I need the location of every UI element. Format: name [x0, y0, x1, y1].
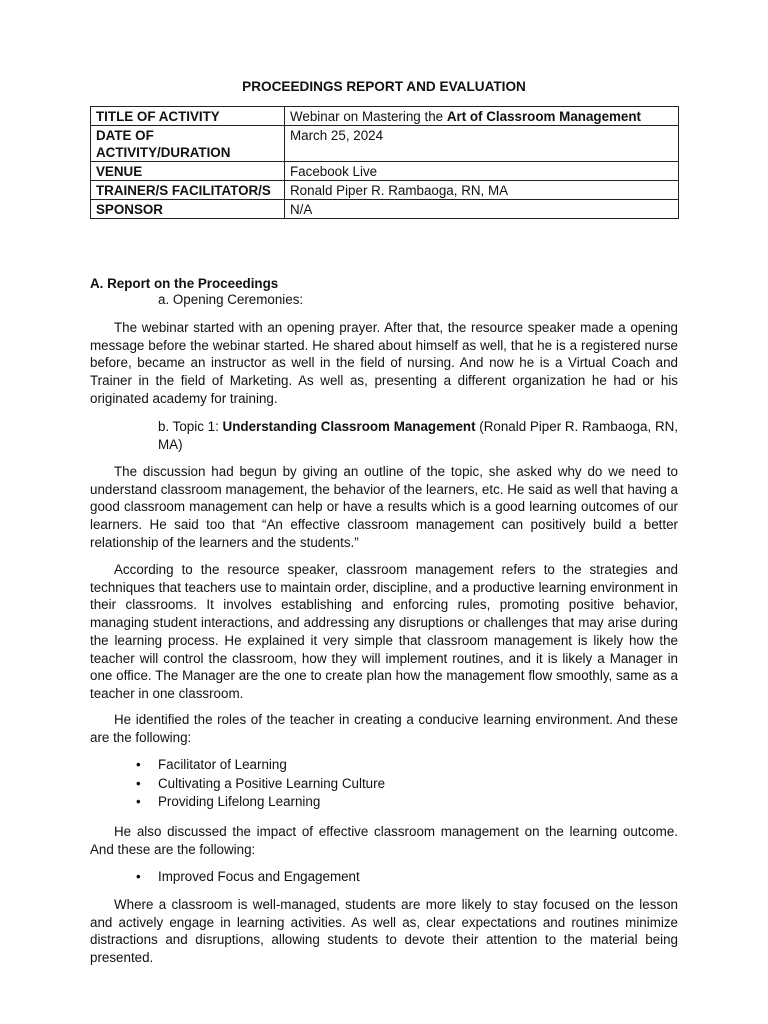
topic-heading — [158, 418, 678, 453]
table-row — [91, 126, 679, 162]
section-heading-a: A. Report on the Proceedings — [90, 276, 279, 291]
activity-info-table — [90, 106, 679, 219]
title-value-bold: Art of Classroom Management — [446, 109, 642, 124]
paragraph-discussion: The discussion had begun by giving an outline of the topic, she asked why do we need to understand classroom management, the behavior of the learners, etc. He said as well that having a good classroom management can help or have a results which is a good learning outcomes of our learners. He said too that “An effective classroom management can positively build a better relationship of the learners and the students.” — [90, 464, 678, 550]
title-label: TITLE OF ACTIVITY — [91, 107, 285, 126]
trainer-value: Ronald Piper R. Rambaoga, RN, MA — [285, 181, 679, 200]
list-item: • Improved Focus and Engagement — [136, 868, 360, 887]
paragraph-opening: The webinar started with an opening prayer. After that, the resource speaker made a opening message before the webinar started. He shared about himself as well, that he is a registered nurse before, became an instructor as well in the field of nursing. And now he is a Virtual Coach and Trainer in the field of Marketing. As well as, presenting a different organization he had or his originated academy for training. — [90, 320, 678, 406]
impact-list — [136, 868, 360, 887]
title-value — [285, 107, 679, 126]
venue-label: VENUE — [91, 162, 285, 181]
roles-list — [136, 756, 385, 812]
table-row — [91, 200, 679, 219]
list-item: • Cultivating a Positive Learning Culture — [136, 775, 385, 794]
date-value: March 25, 2024 — [285, 126, 679, 162]
document-title: PROCEEDINGS REPORT AND EVALUATION — [242, 79, 526, 94]
date-label: DATE OF ACTIVITY/DURATION — [91, 126, 285, 162]
venue-value: Facebook Live — [285, 162, 679, 181]
title-value-plain: Webinar on Mastering the — [290, 109, 447, 124]
paragraph-engagement: Where a classroom is well-managed, students are more likely to stay focused on the lesson and actively engage in learning activities. As well as, clear expectations and routines minimize distractions and disruptions, allowing students to devote their attention to the material being presented. — [90, 897, 678, 966]
table-row — [91, 162, 679, 181]
trainer-label: TRAINER/S FACILITATOR/S — [91, 181, 285, 200]
list-item: • Providing Lifelong Learning — [136, 793, 385, 812]
sponsor-value: N/A — [285, 200, 679, 219]
subheading-opening: a. Opening Ceremonies: — [158, 292, 304, 307]
table-row — [91, 181, 679, 200]
list-item: • Facilitator of Learning — [136, 756, 385, 775]
paragraph-roles-intro: He identified the roles of the teacher in creating a conducive learning environment. And these are the following: — [90, 712, 678, 745]
sponsor-label: SPONSOR — [91, 200, 285, 219]
table-row — [91, 107, 679, 126]
paragraph-impact-intro: He also discussed the impact of effective classroom management on the learning outcome. And these are the following: — [90, 824, 678, 857]
topic-speaker: (Ronald Piper R. Rambaoga, RN, MA) — [158, 419, 679, 452]
paragraph-definition: According to the resource speaker, classroom management refers to the strategies and techniques that teachers use to maintain order, discipline, and a productive learning environment in their classrooms. It involves establishing and enforcing rules, promoting positive behavior, managing student interactions, and addressing any disruptions or challenges that may arise during the learning process. He explained it very simple that classroom management is likely how the teacher will control the classroom, how they will implement routines, and it is likely a Manager in one office. The Manager are the one to create plan how the management flow smoothly, same as a teacher in one classroom. — [90, 562, 678, 701]
topic-prefix: b. Topic 1: — [158, 419, 223, 434]
topic-title: Understanding Classroom Management — [222, 419, 476, 434]
